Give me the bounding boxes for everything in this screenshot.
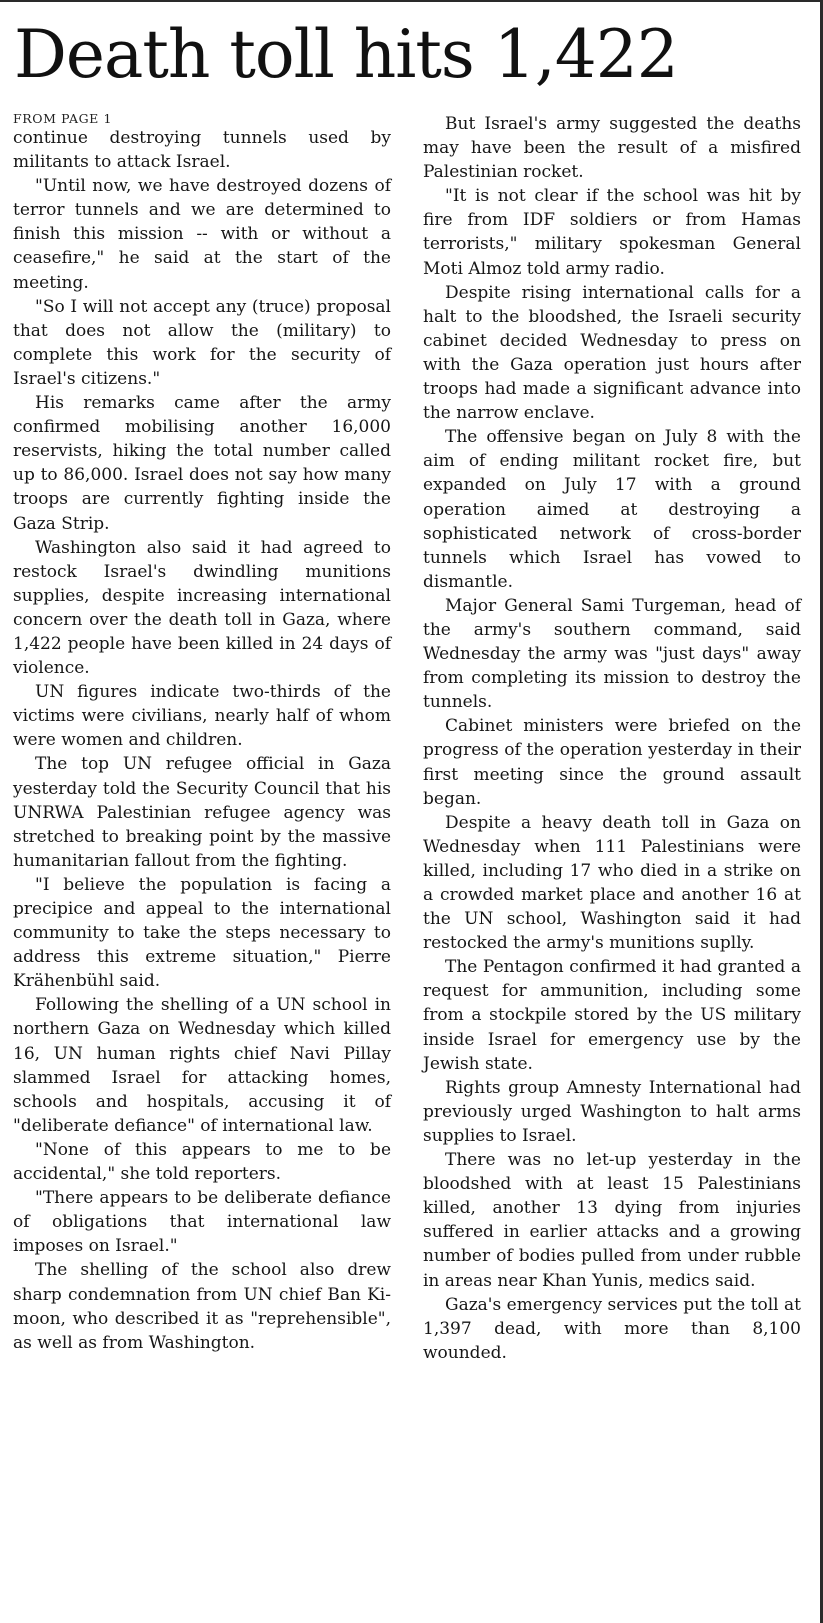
paragraph: "It is not clear if the school was hit by fire from IDF soldiers or from Hamas terrorists," military spokesman General Moti Almoz told army radio. bbox=[423, 186, 801, 279]
paragraph: Despite rising international calls for a halt to the bloodshed, the Israeli security cabinet decided Wednesday to press on with the Gaza operation just hours after troops had made a significant advance into the narrow enclave. bbox=[423, 282, 801, 424]
paragraph: There was no let-up yesterday in the bloodshed with at least 15 Palestinians killed, another 13 dying from injuries suffered in earlier attacks and a growing number of bodies pulled from under rubble in areas near Khan Yunis, medics said. bbox=[423, 1150, 801, 1291]
headline: Death toll hits 1,422 bbox=[14, 16, 678, 93]
paragraph: The Pentagon confirmed it had granted a request for ammunition, including some from a stockpile stored by the US military inside Israel for emergency use by the Jewish state. bbox=[423, 957, 801, 1074]
paragraph: But Israel's army suggested the deaths may have been the result of a misfired Palestinian rocket. bbox=[423, 114, 801, 183]
paragraph: The offensive began on July 8 with the aim of ending militant rocket fire, but expanded on July 17 with a ground operation aimed at destroying a sophisticated network of cross-border tunnels which Israel has vowed to dismantle. bbox=[423, 427, 801, 592]
paragraph: "Until now, we have destroyed dozens of terror tunnels and we are determined to finish this mission -- with or without a ceasefire," he said at the start of the meeting. bbox=[13, 176, 391, 293]
paragraph: Cabinet ministers were briefed on the progress of the operation yesterday in their first meeting since the ground assault began. bbox=[423, 716, 801, 809]
paragraph: The shelling of the school also drew sharp condemnation from UN chief Ban Ki-moon, who described it as "reprehensible", as well as from Washington. bbox=[13, 1260, 391, 1353]
paragraph: Gaza's emergency services put the toll at 1,397 dead, with more than 8,100 wounded. bbox=[423, 1294, 801, 1363]
paragraph: Following the shelling of a UN school in northern Gaza on Wednesday which killed 16, UN human rights chief Navi Pillay slammed Israel for attacking homes, schools and hospitals, accusing it of "deliberate defiance" of international law. bbox=[13, 995, 391, 1136]
paragraph: "There appears to be deliberate defiance of obligations that international law imposes on Israel." bbox=[13, 1188, 391, 1257]
paragraph: Major General Sami Turgeman, head of the army's southern command, said Wednesday the army was "just days" away from completing its mission to destroy the tunnels. bbox=[423, 595, 801, 713]
paragraph: Washington also said it had agreed to restock Israel's dwindling munitions supplies, despite increasing international concern over the death toll in Gaza, where 1,422 people have been killed in 24 days of violence. bbox=[13, 537, 391, 679]
paragraph: continue destroying tunnels used by militants to attack Israel. bbox=[13, 128, 391, 173]
paragraph: "So I will not accept any (truce) proposal that does not allow the (military) to complete this work for the security of Israel's citizens." bbox=[13, 296, 391, 389]
paragraph: Rights group Amnesty International had previously urged Washington to halt arms supplies to Israel. bbox=[423, 1077, 801, 1146]
paragraph: The top UN refugee official in Gaza yesterday told the Security Council that his UNRWA Palestinian refugee agency was stretched to breaking point by the massive humanitarian fallout from the fighting. bbox=[13, 754, 391, 871]
paragraph: Despite a heavy death toll in Gaza on Wednesday when 111 Palestinians were killed, including 17 who died in a strike on a crowded market place and another 16 at the UN school, Washington said it had restocked the army's munitions suplly. bbox=[423, 812, 801, 954]
paragraph: UN figures indicate two-thirds of the victims were civilians, nearly half of whom were women and children. bbox=[13, 682, 391, 751]
paragraph: "I believe the population is facing a precipice and appeal to the international community to take the steps necessary to address this extreme situation," Pierre Krähenbühl said. bbox=[13, 874, 391, 992]
paragraph: "None of this appears to me to be accidental," she told reporters. bbox=[13, 1139, 391, 1185]
article-column-left bbox=[13, 112, 391, 1355]
article-column-right bbox=[423, 112, 801, 1365]
paragraph: His remarks came after the army confirmed mobilising another 16,000 reservists, hiking the total number called up to 86,000. Israel does not say how many troops are currently fighting inside the Gaza Strip. bbox=[13, 393, 391, 534]
continuation-kicker: FROM PAGE 1 bbox=[13, 111, 113, 126]
